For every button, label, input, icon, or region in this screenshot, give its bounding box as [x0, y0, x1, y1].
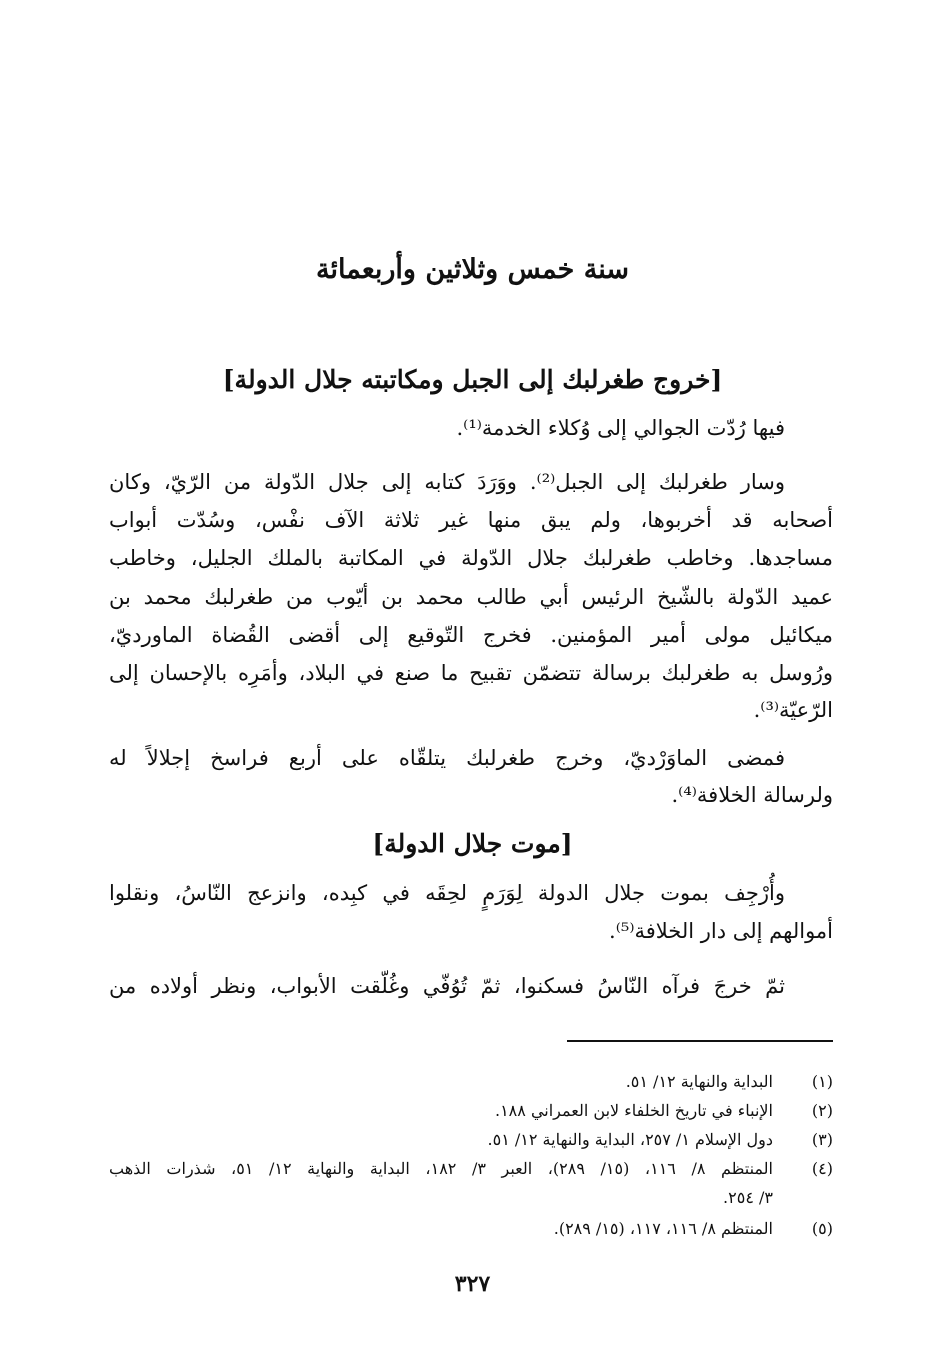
footnote-continuation: ٣/ ٢٥٤. [723, 1188, 773, 1207]
footnote-text: البداية والنهاية ١٢/ ٥١. [625, 1072, 773, 1091]
footnote-number: (٣) [811, 1130, 833, 1149]
paragraph-line: ولرسالة الخلافة⁽⁴⁾. [671, 783, 833, 807]
paragraph-line: وأُرْجِف بموت جلال الدولة لِوَرَمٍ لحِقَه في كبِده، وانزعج النّاسُ، ونقلوا [109, 881, 785, 905]
paragraph-line: ثمّ خرجَ فرآه النّاسُ فسكنوا، ثمّ تُوُفّي وغُلّقت الأبواب، ونظر أولاده من [109, 974, 785, 998]
footnote-text: الإنباء في تاريخ الخلفاء لابن العمراني ١٨٨. [494, 1101, 773, 1120]
footnote-number: (٥) [811, 1219, 833, 1238]
page-number: ٣٢٧ [454, 1271, 491, 1297]
paragraph-line: أصحابه قد أخربوها، ولم يبق منها غير ثلاثة الآف نفْس، وسُدّت أبواب [109, 508, 833, 532]
footnote-separator [567, 1040, 833, 1042]
footnote-text: دول الإسلام ١/ ٢٥٧، البداية والنهاية ١٢/ ٥١. [487, 1130, 773, 1149]
footnote-number: (٤) [811, 1159, 833, 1178]
footnote-text: المنتظم ٨/ ١١٦، ١١٧، (١٥/ ٢٨٩). [553, 1219, 773, 1238]
paragraph-line: وسار طغرلبك إلى الجبل⁽²⁾. ووَرَدَ كتابه إلى جلال الدّولة من الرّيّ، وكان [109, 470, 785, 494]
paragraph-line: ورُوسل به طغرلبك برسالة تتضمّن تقبيح ما صنع في البلاد، وأمَرِه بالإحسان إلى [109, 661, 833, 685]
paragraph-line: مساجدها. وخاطب طغرلبك جلال الدّولة في المكاتبة بالملك الجليل، وخاطب [109, 546, 833, 570]
section-heading-tughrilbeg: [خروج طغرلبك إلى الجبل ومكاتبته جلال الدولة] [222, 365, 723, 394]
footnote-number: (١) [811, 1072, 833, 1091]
paragraph-line: فيها رُدّت الجوالي إلى وُكلاء الخدمة⁽¹⁾. [456, 416, 785, 440]
footnote-number: (٢) [811, 1101, 833, 1120]
section-heading-death: [موت جلال الدولة] [372, 829, 573, 858]
paragraph-line: فمضى الماوَرْديّ، وخرج طغرلبك يتلقّاه على أربع فراسخ إجلالاً له [109, 746, 785, 770]
paragraph-line: عميد الدّولة بالشّيخ الرئيس أبي طالب محمد بن أيّوب من طغرلبك محمد بن [109, 585, 833, 609]
chapter-title: سنة خمس وثلاثين وأربعمائة [316, 254, 629, 285]
paragraph-line: ميكائيل مولى أمير المؤمنين. فخرج التّوقيع إلى أقضى القُضاة الماورديّ، [109, 623, 833, 647]
paragraph-line: الرّعيّة⁽³⁾. [753, 698, 833, 722]
paragraph-line: أموالهم إلى دار الخلافة⁽⁵⁾. [609, 919, 833, 943]
footnote-text: المنتظم ٨/ ١١٦، (١٥/ ٢٨٩)، العبر ٣/ ١٨٢، البداية والنهاية ١٢/ ٥١، شذرات الذهب [109, 1159, 774, 1178]
